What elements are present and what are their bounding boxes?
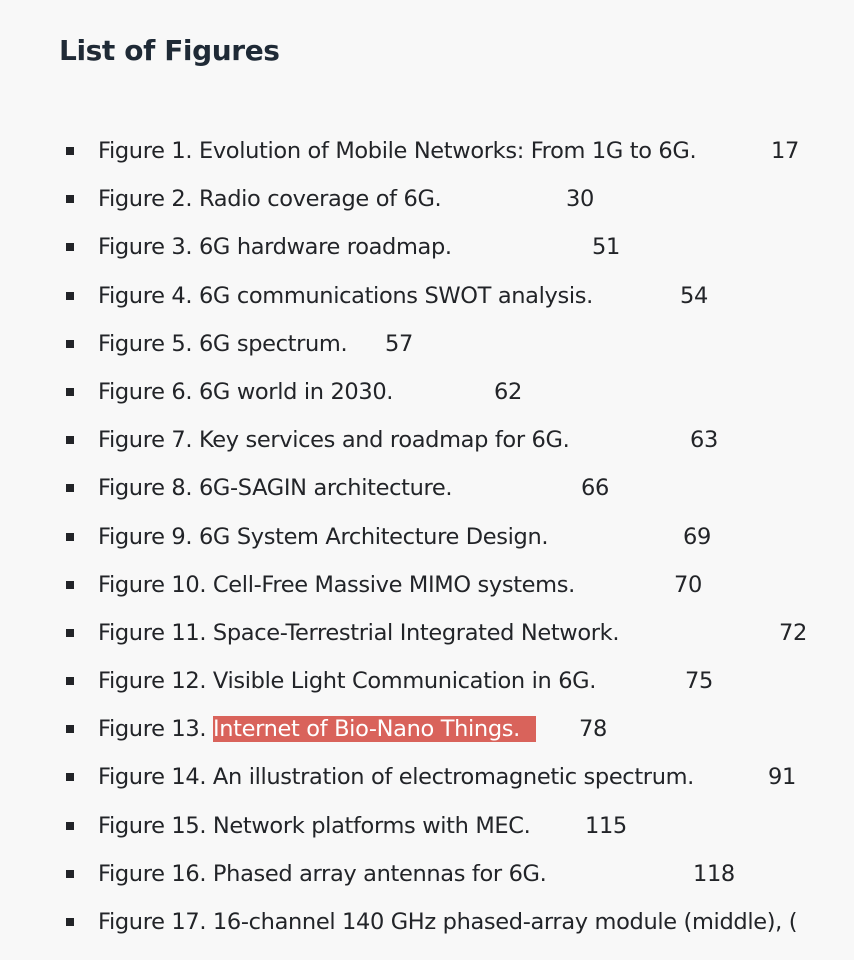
square-bullet-icon (66, 822, 74, 830)
square-bullet-icon (66, 581, 74, 589)
list-item[interactable] (0, 223, 854, 271)
square-bullet-icon (66, 629, 74, 637)
list-item[interactable] (0, 368, 854, 416)
square-bullet-icon (66, 147, 74, 155)
figure-caption: Figure 4. 6G communications SWOT analysis. (98, 282, 593, 309)
page-title: List of Figures (59, 34, 280, 67)
figure-caption: Figure 1. Evolution of Mobile Networks: From 1G to 6G. (98, 138, 697, 164)
page-number: 51 (592, 234, 620, 261)
figure-number: Figure 13. (98, 716, 207, 743)
page-number: 91 (768, 764, 796, 791)
page-number: 62 (494, 378, 522, 405)
figure-caption: Figure 16. Phased array antennas for 6G. (98, 860, 547, 887)
list-item[interactable] (0, 898, 854, 946)
list-item[interactable] (0, 416, 854, 464)
list-item[interactable] (0, 272, 854, 320)
list-item[interactable] (0, 464, 854, 512)
square-bullet-icon (66, 243, 74, 251)
square-bullet-icon (66, 340, 74, 348)
figure-caption: Figure 7. Key services and roadmap for 6G. (98, 427, 570, 454)
figure-caption: Figure 3. 6G hardware roadmap. (98, 234, 452, 261)
list-item[interactable] (0, 609, 854, 657)
page-number: 75 (685, 668, 713, 695)
highlighted-caption[interactable]: Internet of Bio-Nano Things. (213, 716, 536, 742)
figure-caption: Figure 5. 6G spectrum. (98, 330, 348, 357)
page-number: 69 (683, 523, 711, 550)
square-bullet-icon (66, 677, 74, 685)
page-number: 66 (581, 475, 609, 502)
square-bullet-icon (66, 870, 74, 878)
square-bullet-icon (66, 436, 74, 444)
figure-caption (98, 705, 536, 753)
figure-caption: Figure 17. 16-channel 140 GHz phased-array module (middle), ( (98, 909, 798, 935)
list-item[interactable] (0, 705, 854, 753)
page-number: 30 (566, 186, 594, 213)
square-bullet-icon (66, 195, 74, 203)
square-bullet-icon (66, 773, 74, 781)
figure-caption: Figure 8. 6G-SAGIN architecture. (98, 475, 453, 502)
figure-caption: Figure 9. 6G System Architecture Design. (98, 523, 549, 550)
figure-caption: Figure 14. An illustration of electromagnetic spectrum. (98, 764, 694, 791)
list-item[interactable] (0, 513, 854, 561)
square-bullet-icon (66, 484, 74, 492)
page-number: 72 (779, 619, 807, 646)
list-item[interactable] (0, 657, 854, 705)
figure-caption: Figure 11. Space-Terrestrial Integrated Network. (98, 619, 620, 646)
list-item[interactable] (0, 802, 854, 850)
square-bullet-icon (66, 725, 74, 733)
page-number: 17 (771, 138, 799, 164)
figure-caption: Figure 2. Radio coverage of 6G. (98, 186, 442, 213)
list-item[interactable] (0, 320, 854, 368)
page-number: 63 (690, 427, 718, 454)
page-number: 118 (693, 860, 735, 887)
square-bullet-icon (66, 533, 74, 541)
list-item[interactable] (0, 127, 854, 175)
page-number: 54 (680, 282, 708, 309)
list-item[interactable] (0, 850, 854, 898)
figure-caption: Figure 10. Cell-Free Massive MIMO systems. (98, 571, 575, 598)
square-bullet-icon (66, 918, 74, 926)
page-number: 78 (579, 716, 607, 743)
page-number: 70 (674, 571, 702, 598)
list-item[interactable] (0, 175, 854, 223)
list-item[interactable] (0, 753, 854, 801)
figure-list (0, 127, 854, 946)
figure-caption: Figure 6. 6G world in 2030. (98, 378, 394, 405)
square-bullet-icon (66, 388, 74, 396)
page-number: 115 (585, 812, 627, 839)
figure-caption: Figure 15. Network platforms with MEC. (98, 812, 531, 839)
figure-caption: Figure 12. Visible Light Communication in 6G. (98, 668, 597, 695)
list-item[interactable] (0, 561, 854, 609)
square-bullet-icon (66, 292, 74, 300)
page-number: 57 (385, 330, 413, 357)
